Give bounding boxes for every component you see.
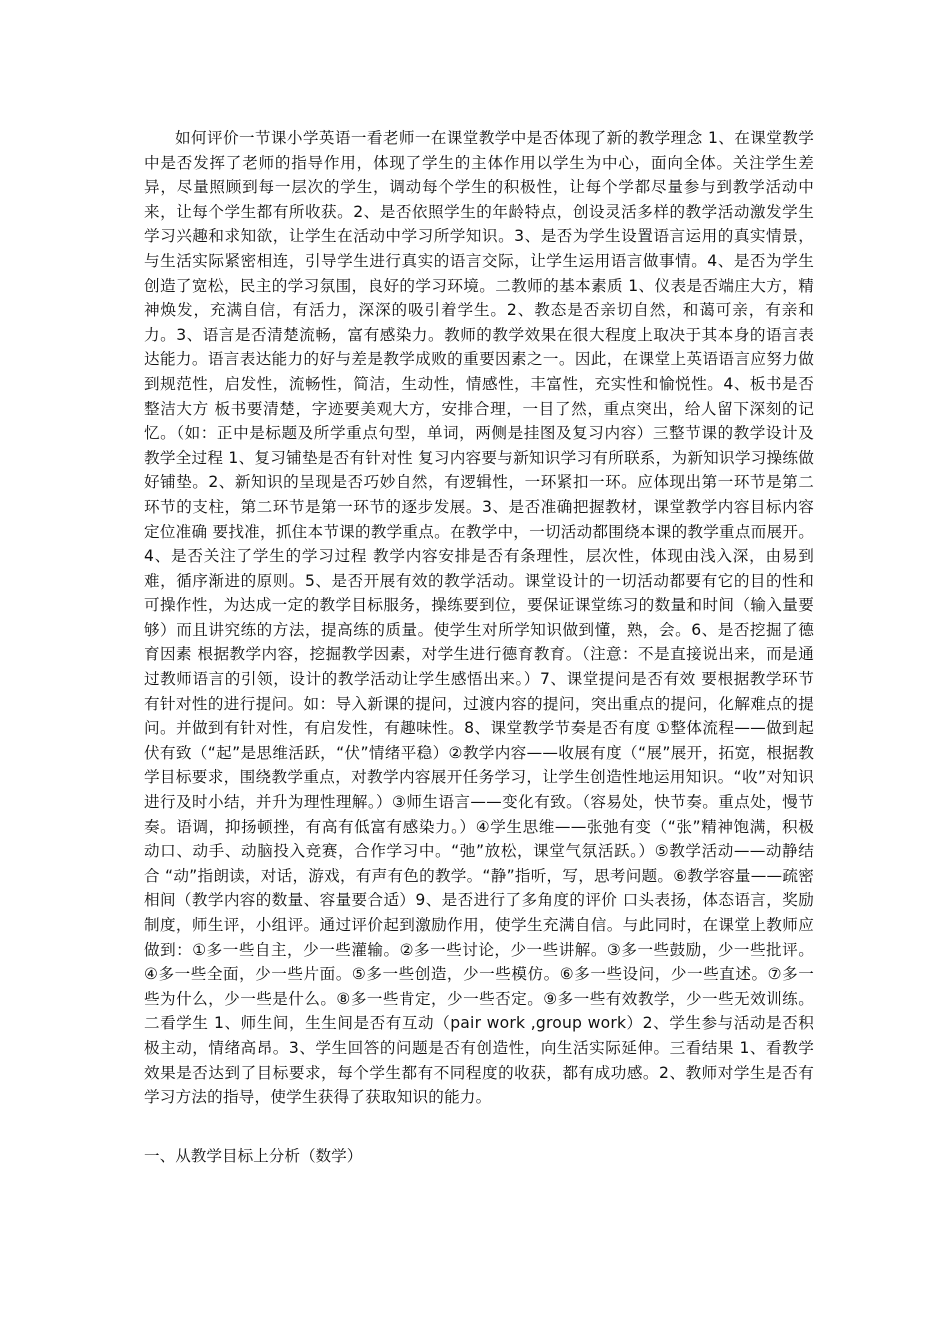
section-heading: 一、从教学目标上分析（数学） [144,1147,363,1165]
body-paragraph: 如何评价一节课小学英语一看老师一在课堂教学中是否体现了新的教学理念 1、在课堂教学中是否发挥了老师的指导作用，体现了学生的主体作用以学生为中心，面向全体。关注学生差异，尽量照顾到每一层次的学生，调动每个学生的积极性，让每个学都尽量参与到教学活动中来，让每个学生都有所收获。2、是否依照学生的年龄特点，创设灵活多样的教学活动激发学生学习兴趣和求知欲，让学生在活动中学习所学知识。3、是否为学生设置语言运用的真实情景，与生活实际紧密相连，引导学生进行真实的语言交际，让学生运用语言做事情。4、是否为学生创造了宽松，民主的学习氛围，良好的学习环境。二教师的基本素质 1、仪表是否端庄大方，精神焕发，充满自信，有活力，深深的吸引着学生。2、教态是否亲切自然，和蔼可亲，有亲和力。3、语言是否清楚流畅，富有感染力。教师的教学效果在很大程度上取决于其本身的语言表达能力。语言表达能力的好与差是教学成败的重要因素之一。因此，在课堂上英语语言应努力做到规范性，启发性，流畅性，简洁，生动性，情感性，丰富性，充实性和愉悦性。4、板书是否整洁大方 板书要清楚，字迹要美观大方，安排合理，一目了然，重点突出，给人留下深刻的记忆。（如：正中是标题及所学重点句型，单词，两侧是挂图及复习内容）三整节课的教学设计及教学全过程 1、复习铺垫是否有针对性 复习内容要与新知识学习有所联系，为新知识学习操练做好铺垫。2、新知识的呈现是否巧妙自然，有逻辑性，一环紧扣一环。应体现出第一环节是第二环节的支柱，第二环节是第一环节的逐步发展。3、是否准确把握教材，课堂教学内容目标内容定位准确 要找准，抓住本节课的教学重点。在教学中，一切活动都围绕本课的教学重点而展开。4、是否关注了学生的学习过程 教学内容安排是否有条理性，层次性，体现由浅入深，由易到难，循序渐进的原则。5、是否开展有效的教学活动。课堂设计的一切活动都要有它的目的性和可操作性，为达成一定的教学目标服务，操练要到位，要保证课堂练习的数量和时间（输入量要够）而且讲究练的方法，提高练的质量。使学生对所学知识做到懂，熟，会。6、是否挖掘了德育因素 根据教学内容，挖掘教学因素，对学生进行德育教育。（注意：不是直接说出来，而是通过教师语言的引领，设计的教学活动让学生感悟出来。）7、课堂提问是否有效 要根据教学环节有针对性的进行提问。如：导入新课的提问，过渡内容的提问，突出重点的提问，化解难点的提问。并做到有针对性，有启发性，有趣味性。8、课堂教学节奏是否有度 ①整体流程——做到起伏有致（“起”是思维活跃，“伏”情绪平稳）②教学内容——收展有度（“展”展开，拓宽，根据教学目标要求，围绕教学重点，对教学内容展开任务学习，让学生创造性地运用知识。“收”对知识进行及时小结，并升为理性理解。）③师生语言——变化有致。（容易处，快节奏。重点处，慢节奏。语调，抑扬顿挫，有高有低富有感染力。）④学生思维——张弛有变（“张”精神饱满，积极动口、动手、动脑投入竞赛，合作学习中。“弛”放松，课堂气氛活跃。）⑤教学活动——动静结合 “动”指朗读，对话，游戏，有声有色的教学。“静”指听，写，思考问题。⑥教学容量——疏密相间（教学内容的数量、容量要合适）9、是否进行了多角度的评价 口头表扬，体态语言，奖励制度，师生评，小组评。通过评价起到激励作用，使学生充满自信。与此同时，在课堂上教师应做到：①多一些自主，少一些灌输。②多一些讨论，少一些讲解。③多一些鼓励，少一些批评。④多一些全面，少一些片面。⑤多一些创造，少一些模仿。⑥多一些设问，少一些直述。⑦多一些为什么，少一些是什么。⑧多一些肯定，少一些否定。⑨多一些有效教学，少一些无效训练。二看学生 1、师生间，生生间是否有互动（pair work ,group work）2、学生参与活动是否积极主动，情绪高昂。3、学生回答的问题是否有创造性，向生活实际延伸。三看结果 1、看教学效果是否达到了目标要求，每个学生都有不同程度的收获，都有成功感。2、教师对学生是否有学习方法的指导，使学生获得了获取知识的能力。 [144,129,814,1107]
